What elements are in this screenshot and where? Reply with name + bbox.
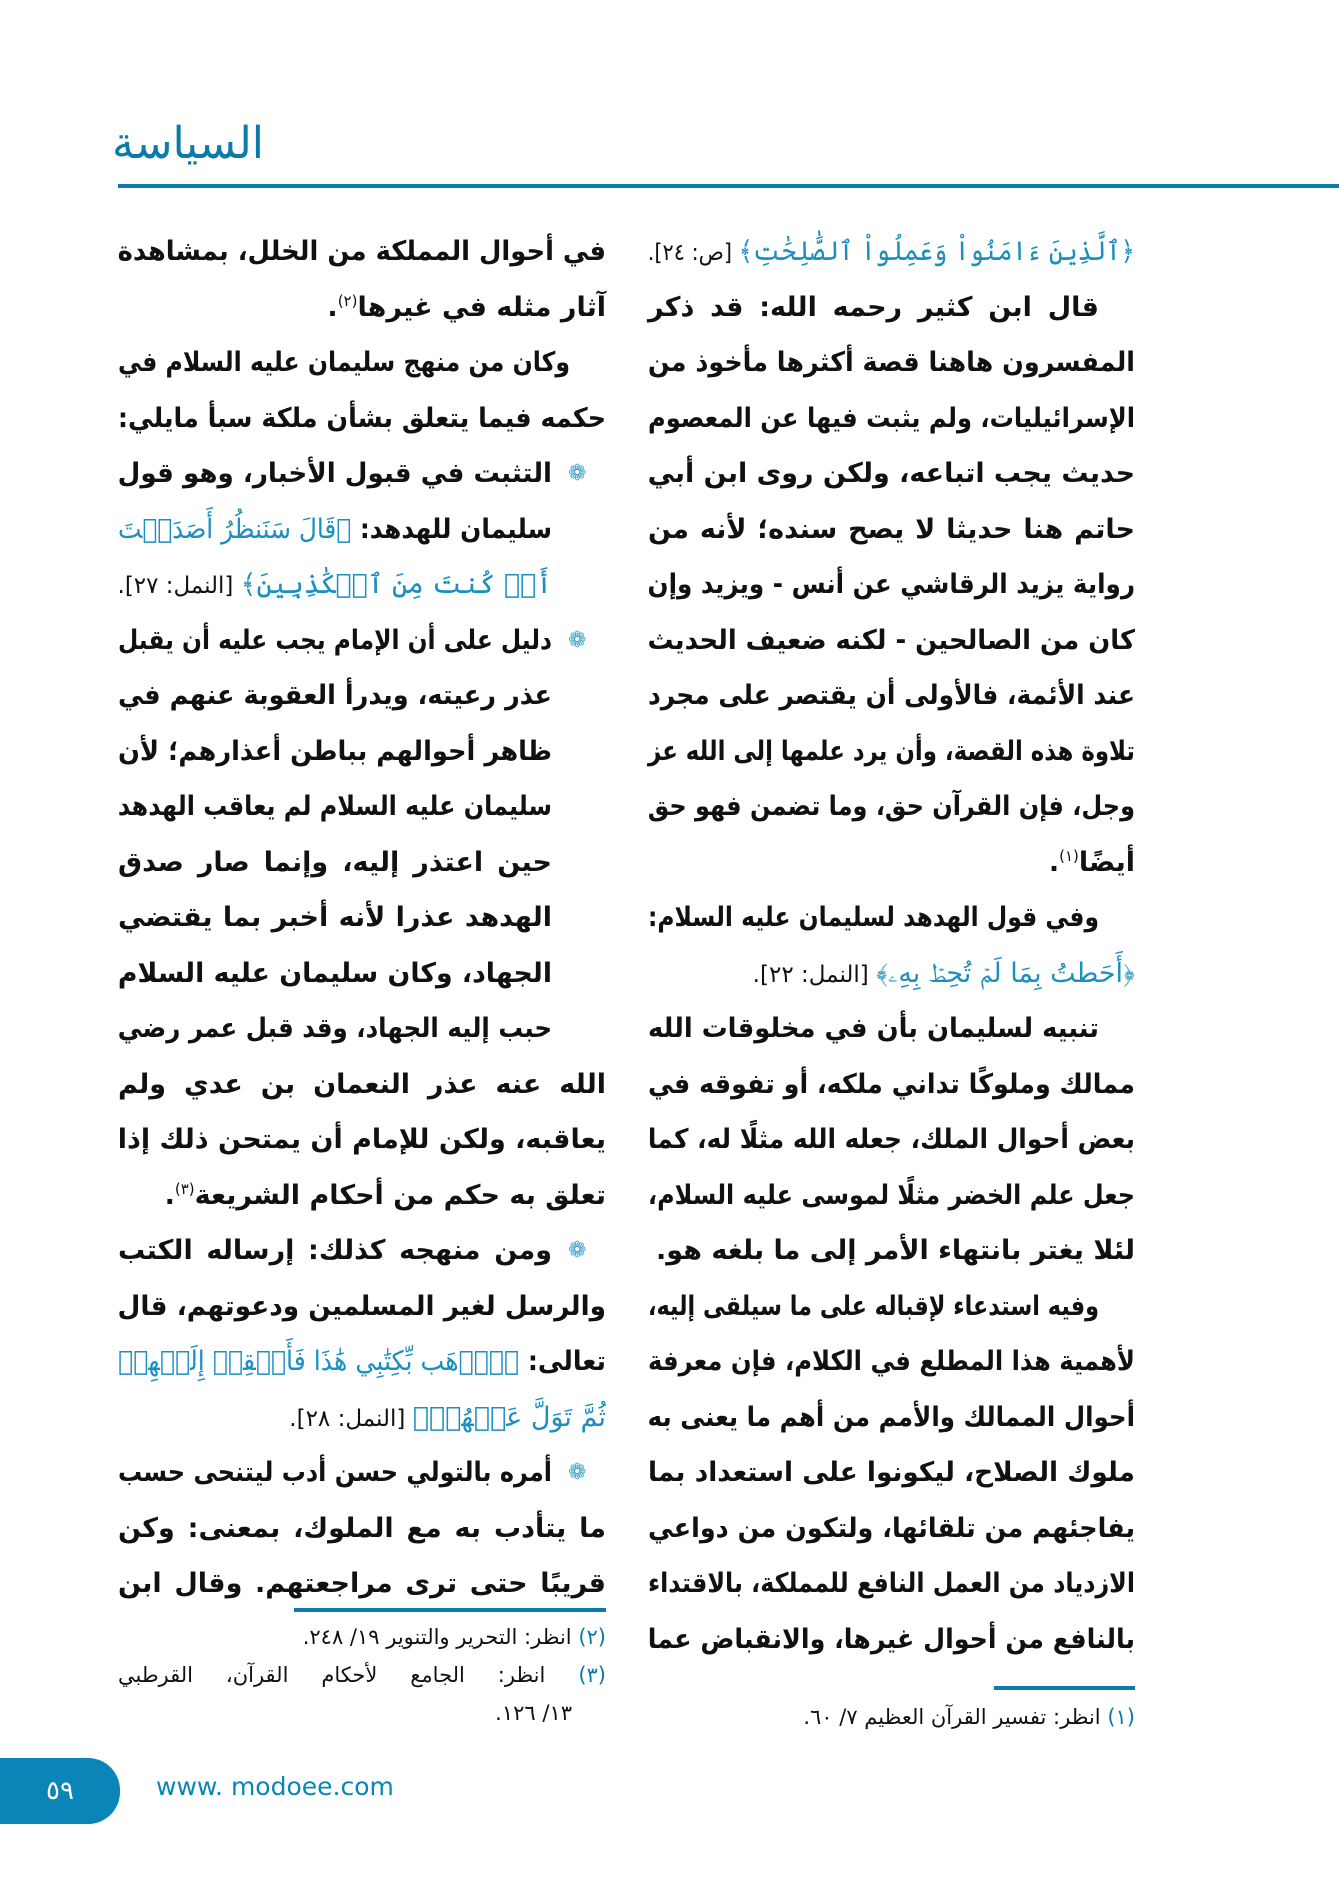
text-line: [118, 1001, 552, 1057]
text-line: [648, 779, 1135, 835]
footnote-text: ١٣/ ١٢٦.: [495, 1701, 572, 1725]
footnote-rule: [994, 1686, 1135, 1690]
text-line: [118, 724, 552, 780]
text-line: [118, 1390, 606, 1446]
verse-reference: [النمل: ٢٨].: [289, 1405, 413, 1432]
text-line: [118, 502, 552, 558]
page-number: ٥٩: [0, 1758, 120, 1824]
text-line: [648, 224, 1135, 280]
text: سليمان عليه السلام لم يعاقب الهدهد: [117, 791, 552, 822]
text: حبب إليه الجهاد، وقد قبل عمر رضي: [117, 1013, 552, 1044]
text: حكمه فيما يتعلق بشأن ملكة سبأ مايلي:: [117, 402, 606, 434]
footnote-text: انظر: تفسير القرآن العظيم ٧/ ٦٠.: [803, 1705, 1108, 1729]
text-line: [648, 1445, 1135, 1501]
text-line: [648, 835, 1135, 891]
text: دليل على أن الإمام يجب عليه أن يقبل: [117, 624, 552, 656]
text: ومن منهجه كذلك: إرساله الكتب: [118, 1235, 552, 1266]
footnote: [495, 1696, 572, 1730]
text-line: [648, 1112, 1135, 1168]
text: تنبيه لسليمان بأن في مخلوقات الله: [648, 1013, 1099, 1044]
footnote-number: (٢): [578, 1625, 606, 1649]
quran-verse: ﴿ٱلَّذِينَ ءَامَنُواْ وَعَمِلُواْ ٱلصَّٰلِحَٰتِ﴾: [738, 236, 1135, 267]
text-line: [648, 724, 1135, 780]
text: .: [164, 1179, 175, 1211]
flower-bullet-icon: ❁: [568, 461, 587, 486]
footnote: [303, 1620, 606, 1654]
text: يعاقبه، ولكن للإمام أن يمتحن ذلك إذا: [117, 1124, 606, 1155]
quran-verse: ﴿قَالَ سَنَنظُرُ أَصَدَقۡتَ: [118, 513, 352, 545]
footnote-text: انظر: التحرير والتنوير ١٩/ ٢٤٨.: [302, 1625, 579, 1649]
text-line: [648, 1390, 1135, 1446]
text-line: [118, 1334, 606, 1390]
text: يفاجئهم من تلقائها، ولتكون من دواعي: [648, 1512, 1135, 1544]
text-line: [118, 613, 552, 669]
text: الازدياد من العمل النافع للمملكة، بالاقتداء: [648, 1568, 1135, 1599]
text-line: [648, 1334, 1135, 1390]
text-line: [648, 1168, 1135, 1224]
text: أيضًا: [1078, 846, 1135, 878]
text-line: [118, 668, 552, 724]
text: الهدهد عذرا لأنه أخبر بما يقتضي: [118, 902, 552, 933]
text-line: [648, 280, 1099, 336]
text: عند الأئمة، فالأولى أن يقتصر على مجرد: [648, 680, 1135, 711]
website-link[interactable]: www. modoee.com: [156, 1772, 394, 1801]
text-line: [118, 890, 552, 946]
verse-reference: [النمل: ٢٧].: [117, 573, 241, 599]
text: والرسل لغير المسلمين ودعوتهم، قال: [117, 1290, 606, 1322]
text: وجل، فإن القرآن حق، وما تضمن فهو حق: [647, 791, 1135, 822]
text: بعض أحوال الملك، جعله الله مثلًا له، كما: [647, 1124, 1135, 1155]
footnote: [118, 1658, 606, 1692]
text: أمره بالتولي حسن أدب ليتنحى حسب: [118, 1457, 552, 1488]
text-line: [648, 1001, 1099, 1057]
text-line: [118, 835, 552, 891]
text: ممالك وملوكًا تداني ملكه، أو تفوقه في: [647, 1068, 1135, 1100]
text: ما يتأدب به مع الملوك، بمعنى: وكن: [118, 1512, 606, 1544]
text: تعلق به حكم من أحكام الشريعة: [194, 1179, 606, 1211]
text: الجهاد، وكان سليمان عليه السلام: [117, 957, 552, 989]
text-line: [648, 391, 1135, 447]
text: الإسرائيليات، ولم يثبت فيها عن المعصوم: [647, 402, 1135, 434]
text-line: [118, 779, 552, 835]
text-line: [118, 946, 552, 1002]
text-line: [118, 1501, 606, 1557]
verse-reference: [النمل: ٢٢].: [752, 961, 877, 988]
quran-verse: ﴿أَحَطتُ بِمَا لَمۡ تُحِطۡ بِهِۦ﴾: [876, 957, 1135, 989]
text-line: [118, 446, 552, 502]
text: في أحوال المملكة من الخلل، بمشاهدة: [117, 236, 606, 267]
flower-bullet-icon: ❁: [568, 627, 587, 653]
footnote-number: (٣): [578, 1663, 606, 1687]
footnote-marker[interactable]: (٢): [337, 291, 358, 310]
footnote-text: انظر: الجامع لأحكام القرآن، القرطبي: [118, 1663, 579, 1687]
text-line: [648, 1501, 1135, 1557]
text-line: [648, 613, 1135, 669]
text-line: [648, 1057, 1135, 1113]
text-line: [648, 1279, 1099, 1335]
text: الله عنه عذر النعمان بن عدي ولم: [118, 1068, 606, 1100]
text: أحوال الممالك والأمم من أهم ما يعنى به: [647, 1401, 1135, 1433]
text-line: [648, 946, 1135, 1002]
text: ظاهر أحوالهم بباطن أعذارهم؛ لأن: [118, 735, 552, 767]
text: بالنافع من أحوال غيرها، والانقباض عما: [647, 1623, 1135, 1655]
text: رواية يزيد الرقاشي عن أنس - ويزيد وإن: [647, 569, 1135, 600]
text-line: [118, 1445, 552, 1501]
quran-verse: ثُمَّ تَوَلَّ عَنۡهُمۡ﴾: [412, 1401, 606, 1433]
text-line: [118, 224, 606, 280]
text: حاتم هنا حديثا لا يصح سنده؛ لأنه من: [648, 513, 1135, 545]
text-line: [118, 557, 552, 613]
text-line: [648, 335, 1135, 391]
text-line: [648, 668, 1135, 724]
text-line: [648, 1223, 1135, 1279]
text-line: [118, 1279, 606, 1335]
text-line: [648, 502, 1135, 558]
flower-bullet-icon: ❁: [568, 1238, 587, 1263]
text: سليمان للهدهد:: [351, 513, 552, 545]
footnote-marker[interactable]: (٣): [174, 1179, 195, 1198]
footnote-rule: [294, 1608, 606, 1612]
text: قال ابن كثير رحمه الله: قد ذكر: [648, 291, 1099, 323]
text-line: [118, 1057, 606, 1113]
header-rule: [118, 184, 1339, 188]
text: حين اعتذر إليه، وإنما صار صدق: [118, 846, 552, 878]
text: ملوك الصلاح، ليكونوا على استعداد بما: [648, 1457, 1135, 1488]
text-line: [118, 1556, 606, 1612]
text: تعالى:: [519, 1346, 606, 1377]
running-header-title: السياسة: [112, 118, 265, 169]
quran-verse: أَمۡ كُنتَ مِنَ ٱلۡكَٰذِبِينَ﴾: [240, 569, 552, 600]
text: التثبت في قبول الأخبار، وهو قول: [117, 458, 552, 489]
text: وفي قول الهدهد لسليمان عليه السلام:: [648, 902, 1099, 933]
text: كان من الصالحين - لكنه ضعيف الحديث: [647, 624, 1135, 656]
text: عذر رعيته، ويدرأ العقوبة عنهم في: [118, 680, 552, 711]
text: وفيه استدعاء لإقباله على ما سيلقى إليه،: [648, 1290, 1099, 1322]
text-line: [648, 890, 1099, 946]
text: حديث يجب اتباعه، ولكن روى ابن أبي: [647, 458, 1135, 489]
quran-verse: ﴿ٱذۡهَب بِّكِتَٰبِي هَٰذَا فَأَلۡقِهۡ إِلَيۡهِمۡ: [118, 1346, 520, 1377]
verse-reference: [ص: ٢٤].: [647, 240, 739, 266]
text-line: [118, 391, 606, 447]
text-line: [648, 446, 1135, 502]
footnote-marker[interactable]: (١): [1059, 846, 1079, 865]
text-line: [648, 557, 1135, 613]
text-line: [118, 335, 570, 391]
text: آثار مثله في غيرها: [357, 291, 606, 323]
text-line: [118, 1168, 606, 1224]
text: جعل علم الخضر مثلًا لموسى عليه السلام،: [648, 1179, 1135, 1211]
text-line: [118, 280, 606, 336]
text: قريبًا حتى ترى مراجعتهم. وقال ابن: [118, 1568, 606, 1599]
text: لئلا يغتر بانتهاء الأمر إلى ما بلغه هو.: [656, 1235, 1135, 1266]
text: .: [327, 291, 338, 323]
text: لأهمية هذا المطلع في الكلام، فإن معرفة: [648, 1346, 1135, 1377]
text: وكان من منهج سليمان عليه السلام في: [118, 347, 570, 378]
text: المفسرون هاهنا قصة أكثرها مأخوذ من: [647, 347, 1135, 378]
text-line: [648, 1556, 1135, 1612]
text: تلاوة هذه القصة، وأن يرد علمها إلى الله عز: [647, 735, 1135, 767]
flower-bullet-icon: ❁: [568, 1460, 587, 1485]
footnote: [803, 1700, 1135, 1734]
text: .: [1048, 846, 1060, 878]
text-line: [118, 1112, 606, 1168]
footnote-number: (١): [1107, 1705, 1135, 1729]
text-line: [648, 1612, 1135, 1668]
text-line: [118, 1223, 552, 1279]
